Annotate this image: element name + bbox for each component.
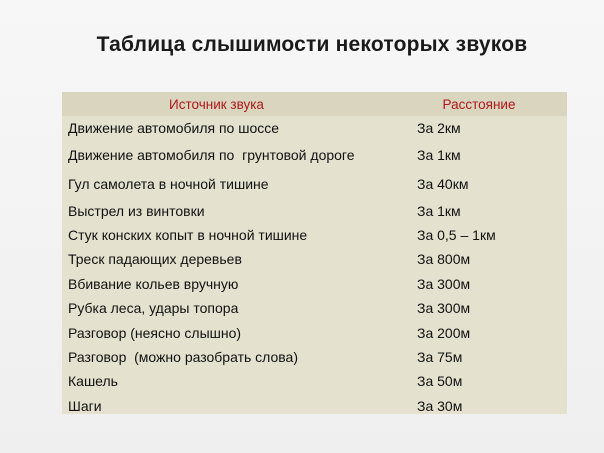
distance-cell: За 1км <box>417 146 461 163</box>
sound-source-cell: Движение автомобиля по грунтовой дороге <box>68 146 355 163</box>
distance-cell: За 1км <box>417 202 461 219</box>
sound-source-cell: Гул самолета в ночной тишине <box>68 175 269 192</box>
sound-source-cell: Рубка леса, удары топора <box>68 300 239 317</box>
distance-cell: За 75м <box>417 348 463 365</box>
page-title: Таблица слышимости некоторых звуков <box>96 33 528 56</box>
table-row <box>62 345 567 369</box>
header-distance: Расстояние <box>411 92 567 116</box>
sound-source-cell: Разговор (неясно слышно) <box>68 324 242 341</box>
distance-cell: За 800м <box>417 251 471 268</box>
table-row <box>62 169 567 198</box>
table-row <box>62 140 567 169</box>
sound-source-cell: Кашель <box>68 373 118 390</box>
sound-source-cell: Разговор (можно разобрать слова) <box>68 348 299 365</box>
table-row <box>62 369 567 393</box>
table-row <box>62 394 567 418</box>
header-sound-source: Источник звука <box>62 92 411 116</box>
distance-cell: За 50м <box>417 373 463 390</box>
sound-source-cell: Шаги <box>68 397 102 414</box>
audibility-table <box>62 92 567 418</box>
sound-source-cell: Стук конских копыт в ночной тишине <box>68 226 308 243</box>
table-row <box>62 247 567 271</box>
table-row <box>62 272 567 296</box>
distance-cell: За 200м <box>417 324 471 341</box>
sound-source-cell: Выстрел из винтовки <box>68 202 205 219</box>
distance-cell: За 0,5 – 1км <box>417 226 496 243</box>
sound-source-cell: Треск падающих деревьев <box>68 251 242 268</box>
table-header-row <box>62 92 567 116</box>
distance-cell: За 40км <box>417 175 469 192</box>
sound-source-cell: Вбивание кольев вручную <box>68 275 239 292</box>
distance-cell: За 300м <box>417 275 471 292</box>
sound-source-cell: Движение автомобиля по шоссе <box>68 120 280 137</box>
audibility-table-container <box>62 92 567 414</box>
table-row <box>62 296 567 320</box>
table-row <box>62 116 567 140</box>
table-row <box>62 223 567 247</box>
distance-cell: За 30м <box>417 397 463 414</box>
distance-cell: За 2км <box>417 120 461 137</box>
table-row <box>62 320 567 344</box>
distance-cell: За 300м <box>417 300 471 317</box>
table-row <box>62 198 567 222</box>
